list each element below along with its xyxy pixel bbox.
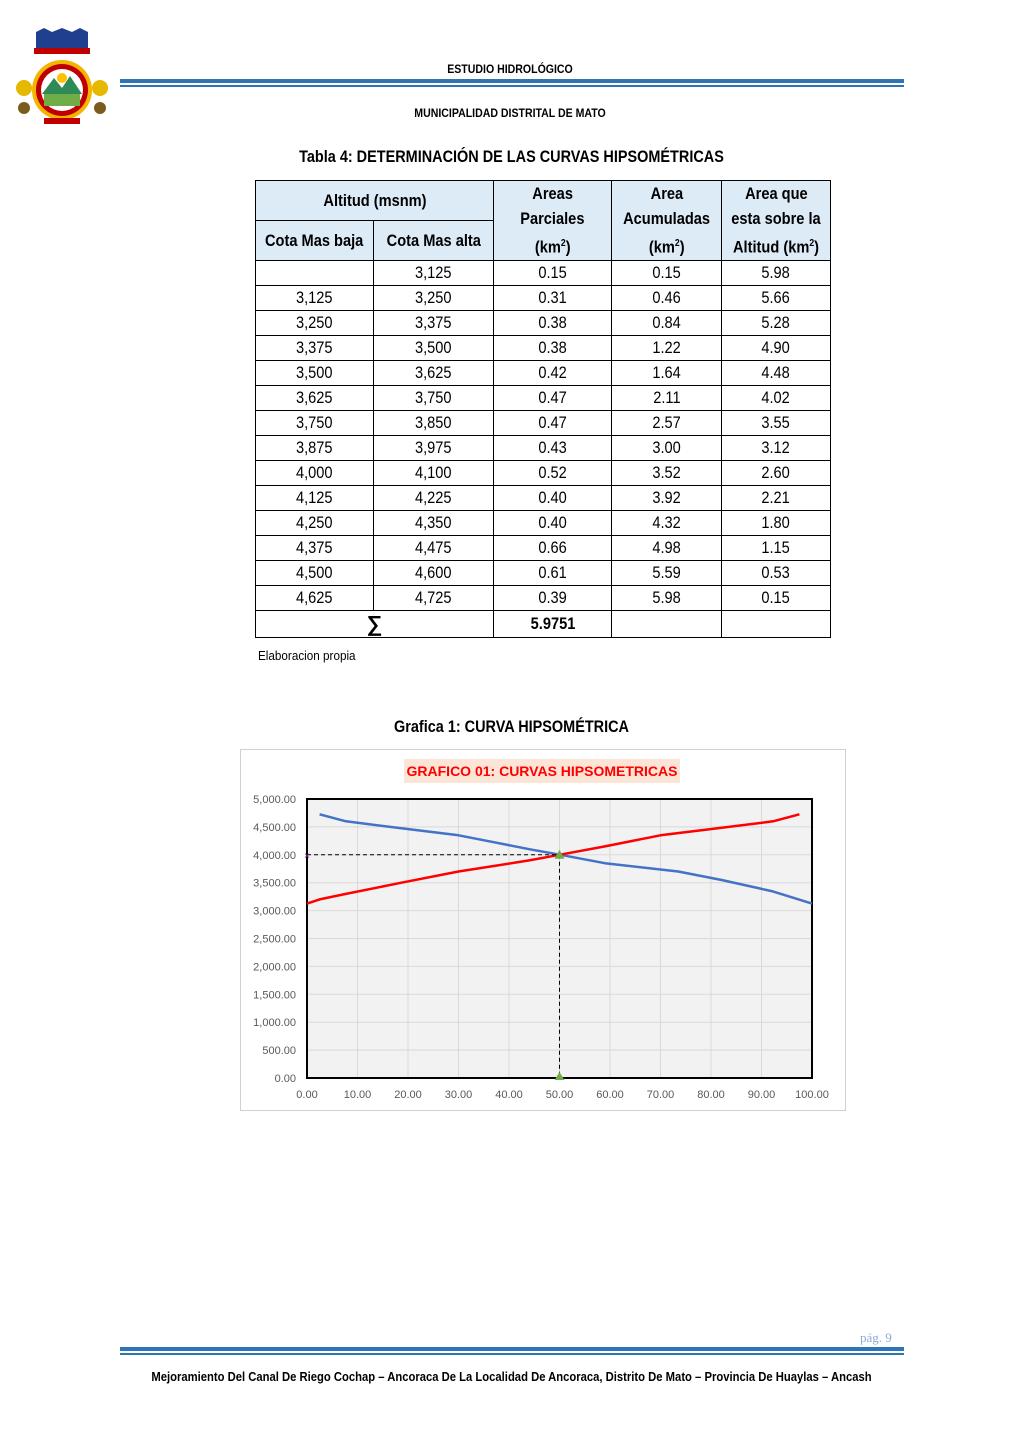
y-tick-label: 4,000.00: [253, 849, 296, 862]
table-row: [256, 335, 831, 360]
x-tick-label: 50.00: [545, 1089, 574, 1101]
table-cell: 4.98: [612, 535, 722, 560]
table-cell: 5.66: [722, 285, 831, 310]
table-cell: 4,125: [256, 485, 374, 510]
table-cell: 4,350: [374, 510, 494, 535]
table-cell: 0.40: [494, 510, 612, 535]
cota-baja-header: Cota Mas baja: [256, 221, 374, 260]
y-tick-label: 2,500.00: [253, 933, 296, 946]
table-cell: 3,125: [374, 260, 494, 285]
table-cell: 1.22: [612, 335, 722, 360]
hypsometric-chart: [241, 750, 845, 1110]
table-cell: 0.47: [494, 385, 612, 410]
y-tick-label: 500.00: [262, 1045, 296, 1058]
table-row: [256, 585, 831, 610]
table-cell: 0.42: [494, 360, 612, 385]
table-cell: 0.84: [612, 310, 722, 335]
table-cell: 4,250: [256, 510, 374, 535]
table-cell: 5.59: [612, 560, 722, 585]
table-cell: 4,000: [256, 460, 374, 485]
table-cell: 4,625: [256, 585, 374, 610]
hypsometric-chart-frame: [240, 749, 846, 1111]
x-tick-label: 70.00: [646, 1089, 675, 1101]
table-cell: 3.55: [722, 410, 831, 435]
table-cell: 0.52: [494, 460, 612, 485]
y-tick-label: 4,500.00: [253, 821, 296, 834]
table-cell: 3,875: [256, 435, 374, 460]
table-cell: 0.43: [494, 435, 612, 460]
table-cell: 0.15: [612, 260, 722, 285]
table-cell: 0.46: [612, 285, 722, 310]
table-cell: 3,975: [374, 435, 494, 460]
x-tick-label: 90.00: [747, 1089, 776, 1101]
table-cell: 2.57: [612, 410, 722, 435]
table-row: [256, 285, 831, 310]
table-cell: 3,500: [256, 360, 374, 385]
x-tick-label: 80.00: [697, 1089, 725, 1101]
table-cell: 5.98: [722, 260, 831, 285]
table-row: [256, 460, 831, 485]
table-row: [256, 260, 831, 285]
table-row: [256, 385, 831, 410]
table-cell: 0.47: [494, 410, 612, 435]
table-cell: 4.90: [722, 335, 831, 360]
table-cell: 3.92: [612, 485, 722, 510]
chart-caption: Grafica 1: CURVA HIPSOMÉTRICA: [394, 717, 629, 736]
table-cell: 5.28: [722, 310, 831, 335]
table-cell: 4,375: [256, 535, 374, 560]
table-row: [256, 360, 831, 385]
table-row: [256, 410, 831, 435]
x-tick-label: 30.00: [444, 1089, 473, 1101]
table-row: [256, 510, 831, 535]
table-cell: 3.52: [612, 460, 722, 485]
table-cell: 0.40: [494, 485, 612, 510]
table-cell: 2.21: [722, 485, 831, 510]
x-tick-label: 60.00: [596, 1089, 624, 1101]
x-tick-label: 10.00: [343, 1089, 372, 1101]
footer-rule-thick: [120, 1347, 904, 1351]
areas-parciales-header: Areas Parciales $(km^2)$: [494, 181, 612, 261]
x-tick-label: 20.00: [394, 1089, 422, 1101]
table-cell: 3,625: [374, 360, 494, 385]
table-cell: 0.38: [494, 310, 612, 335]
table-cell: 4.32: [612, 510, 722, 535]
footer-rule-thin: [120, 1353, 904, 1355]
sum-value: 5.9751: [494, 610, 612, 637]
table-cell: 2.11: [612, 385, 722, 410]
x-tick-label: 100.00: [795, 1089, 829, 1101]
table-cell: 0.61: [494, 560, 612, 585]
y-tick-label: 3,000.00: [253, 905, 296, 918]
table-cell: 0.66: [494, 535, 612, 560]
project-title: Mejoramiento Del Canal De Riego Cochap – Ancoraca De La Localidad De Ancoraca, Distrito De Mato – Provincia De Huaylas – Ancash: [151, 1370, 872, 1384]
table-cell: 3.12: [722, 435, 831, 460]
page-number: pág. 9: [860, 1330, 892, 1345]
table-cell: 3,750: [374, 385, 494, 410]
table-row: [256, 560, 831, 585]
header-rule-thick: [120, 79, 904, 83]
table-cell: [256, 260, 374, 285]
sum-empty-cell: [612, 610, 722, 637]
header-rule-thin: [120, 85, 904, 87]
hypsometric-table: [255, 180, 831, 638]
y-tick-label: 2,000.00: [253, 961, 296, 974]
table-cell: 4,225: [374, 485, 494, 510]
cota-alta-header: Cota Mas alta: [374, 221, 494, 260]
table-cell: 4,475: [374, 535, 494, 560]
table-row: [256, 485, 831, 510]
table-caption: Tabla 4: DETERMINACIÓN DE LAS CURVAS HIPSOMÉTRICAS: [299, 147, 724, 166]
table-cell: 3,625: [256, 385, 374, 410]
table-cell: 0.15: [722, 585, 831, 610]
altitude-header: Altitud (msnm): [256, 181, 494, 221]
table-cell: 1.15: [722, 535, 831, 560]
table-cell: 0.31: [494, 285, 612, 310]
table-cell: 4,725: [374, 585, 494, 610]
table-cell: 1.64: [612, 360, 722, 385]
table-cell: 4.48: [722, 360, 831, 385]
y-axis-marker-cross: ×: [304, 850, 310, 862]
sum-symbol: ∑: [256, 610, 494, 637]
table-cell: 2.60: [722, 460, 831, 485]
chart-title: GRAFICO 01: CURVAS HIPSOMETRICAS: [406, 763, 678, 779]
y-tick-label: 0.00: [274, 1073, 296, 1085]
table-cell: 1.80: [722, 510, 831, 535]
y-tick-label: 1,000.00: [253, 1017, 296, 1030]
table-cell: 0.39: [494, 585, 612, 610]
table-cell: 3,250: [374, 285, 494, 310]
table-cell: 3,250: [256, 310, 374, 335]
study-title: ESTUDIO HIDROLÓGICO: [447, 62, 573, 76]
table-cell: 3,500: [374, 335, 494, 360]
y-tick-label: 1,500.00: [253, 989, 296, 1002]
municipality-title: MUNICIPALIDAD DISTRITAL DE MATO: [414, 106, 606, 120]
y-tick-label: 5,000.00: [253, 794, 296, 806]
table-row: [256, 435, 831, 460]
table-cell: 4,600: [374, 560, 494, 585]
table-cell: 3,750: [256, 410, 374, 435]
y-tick-label: 3,500.00: [253, 877, 296, 890]
table-cell: 4,500: [256, 560, 374, 585]
municipal-crest-logo: [14, 28, 110, 132]
table-cell: 3.00: [612, 435, 722, 460]
table-cell: 0.53: [722, 560, 831, 585]
table-cell: 3,375: [256, 335, 374, 360]
x-tick-label: 0.00: [296, 1089, 318, 1101]
area-sobre-altitud-header: Area que esta sobre la Altitud $(km^2)$: [722, 181, 831, 261]
table-cell: 5.98: [612, 585, 722, 610]
table-cell: 3,375: [374, 310, 494, 335]
table-cell: 3,125: [256, 285, 374, 310]
x-tick-label: 40.00: [495, 1089, 523, 1101]
sum-row: [256, 610, 831, 637]
table-cell: 4.02: [722, 385, 831, 410]
table-row: [256, 310, 831, 335]
sum-empty-cell: [722, 610, 831, 637]
table-cell: 0.15: [494, 260, 612, 285]
table-row: [256, 535, 831, 560]
areas-acumuladas-header: Area Acumuladas $(km^2)$: [612, 181, 722, 261]
table-cell: 3,850: [374, 410, 494, 435]
table-cell: 4,100: [374, 460, 494, 485]
table-cell: 0.38: [494, 335, 612, 360]
source-note: Elaboracion propia: [258, 648, 356, 663]
